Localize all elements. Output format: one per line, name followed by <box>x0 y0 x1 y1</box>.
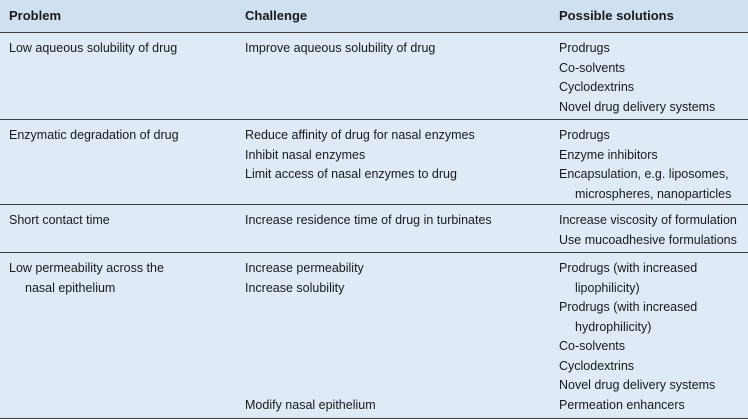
solution-text: Prodrugs (with increased <box>559 300 698 314</box>
row-spacer <box>245 357 545 377</box>
row-spacer <box>245 376 545 396</box>
challenge-cell <box>245 126 545 185</box>
problem-text: Low aqueous solubility of drug <box>9 41 178 55</box>
solutions-cell <box>559 39 744 117</box>
solution-text: Permeation enhancers <box>559 397 685 412</box>
solution-text: Novel drug delivery systems <box>559 378 716 392</box>
problem-cell <box>9 259 234 298</box>
row-spacer <box>245 318 545 338</box>
problem-text: Low permeability across the <box>9 261 164 275</box>
solutions-cell <box>559 259 744 415</box>
challenge-text: Increase residence time of drug in turbinates <box>245 213 492 227</box>
challenge-text: Inhibit nasal enzymes <box>245 147 366 162</box>
solution-text: Cyclodextrins <box>559 358 635 373</box>
row-spacer <box>245 337 545 357</box>
solution-text: hydrophilicity) <box>575 319 652 334</box>
challenge-text: Increase solubility <box>245 280 345 295</box>
solution-text: microspheres, nanoparticles <box>575 186 732 201</box>
problem-cell <box>9 39 234 59</box>
table-row <box>0 33 748 120</box>
problem-cell <box>9 126 234 146</box>
challenge-cell <box>245 259 545 415</box>
solution-text: lipophilicity) <box>575 280 640 295</box>
solutions-cell <box>559 211 744 250</box>
table-row <box>0 205 748 253</box>
solution-text: Co-solvents <box>559 339 625 353</box>
header-possible-solutions: Possible solutions <box>559 8 674 23</box>
challenge-cell <box>245 39 545 59</box>
challenge-text: Modify nasal epithelium <box>245 397 376 412</box>
problem-text: Enzymatic degradation of drug <box>9 128 179 142</box>
challenge-text: Increase permeability <box>245 261 364 275</box>
header-challenge: Challenge <box>245 8 308 23</box>
solution-text: Use mucoadhesive formulations <box>559 232 737 247</box>
solutions-cell <box>559 126 744 204</box>
challenge-text: Improve aqueous solubility of drug <box>245 41 436 55</box>
solution-text: Increase viscosity of formulation <box>559 213 737 227</box>
solution-text: Prodrugs <box>559 41 610 55</box>
solution-text: Novel drug delivery systems <box>559 99 716 114</box>
solution-text: Cyclodextrins <box>559 80 635 94</box>
header-problem: Problem <box>9 8 62 23</box>
problem-text: Short contact time <box>9 213 110 227</box>
solution-text: Prodrugs <box>559 128 610 142</box>
table-header <box>0 0 748 33</box>
solution-text: Encapsulation, e.g. liposomes, <box>559 167 729 181</box>
table-row <box>0 120 748 205</box>
solution-text: Co-solvents <box>559 60 625 75</box>
solution-text: Enzyme inhibitors <box>559 147 658 162</box>
challenge-text: Reduce affinity of drug for nasal enzymes <box>245 128 475 142</box>
row-spacer <box>245 298 545 318</box>
problem-text: nasal epithelium <box>25 280 116 295</box>
solution-text: Prodrugs (with increased <box>559 261 698 275</box>
table-row <box>0 253 748 419</box>
challenge-cell <box>245 211 545 231</box>
challenge-text: Limit access of nasal enzymes to drug <box>245 167 457 181</box>
problem-cell <box>9 211 234 231</box>
